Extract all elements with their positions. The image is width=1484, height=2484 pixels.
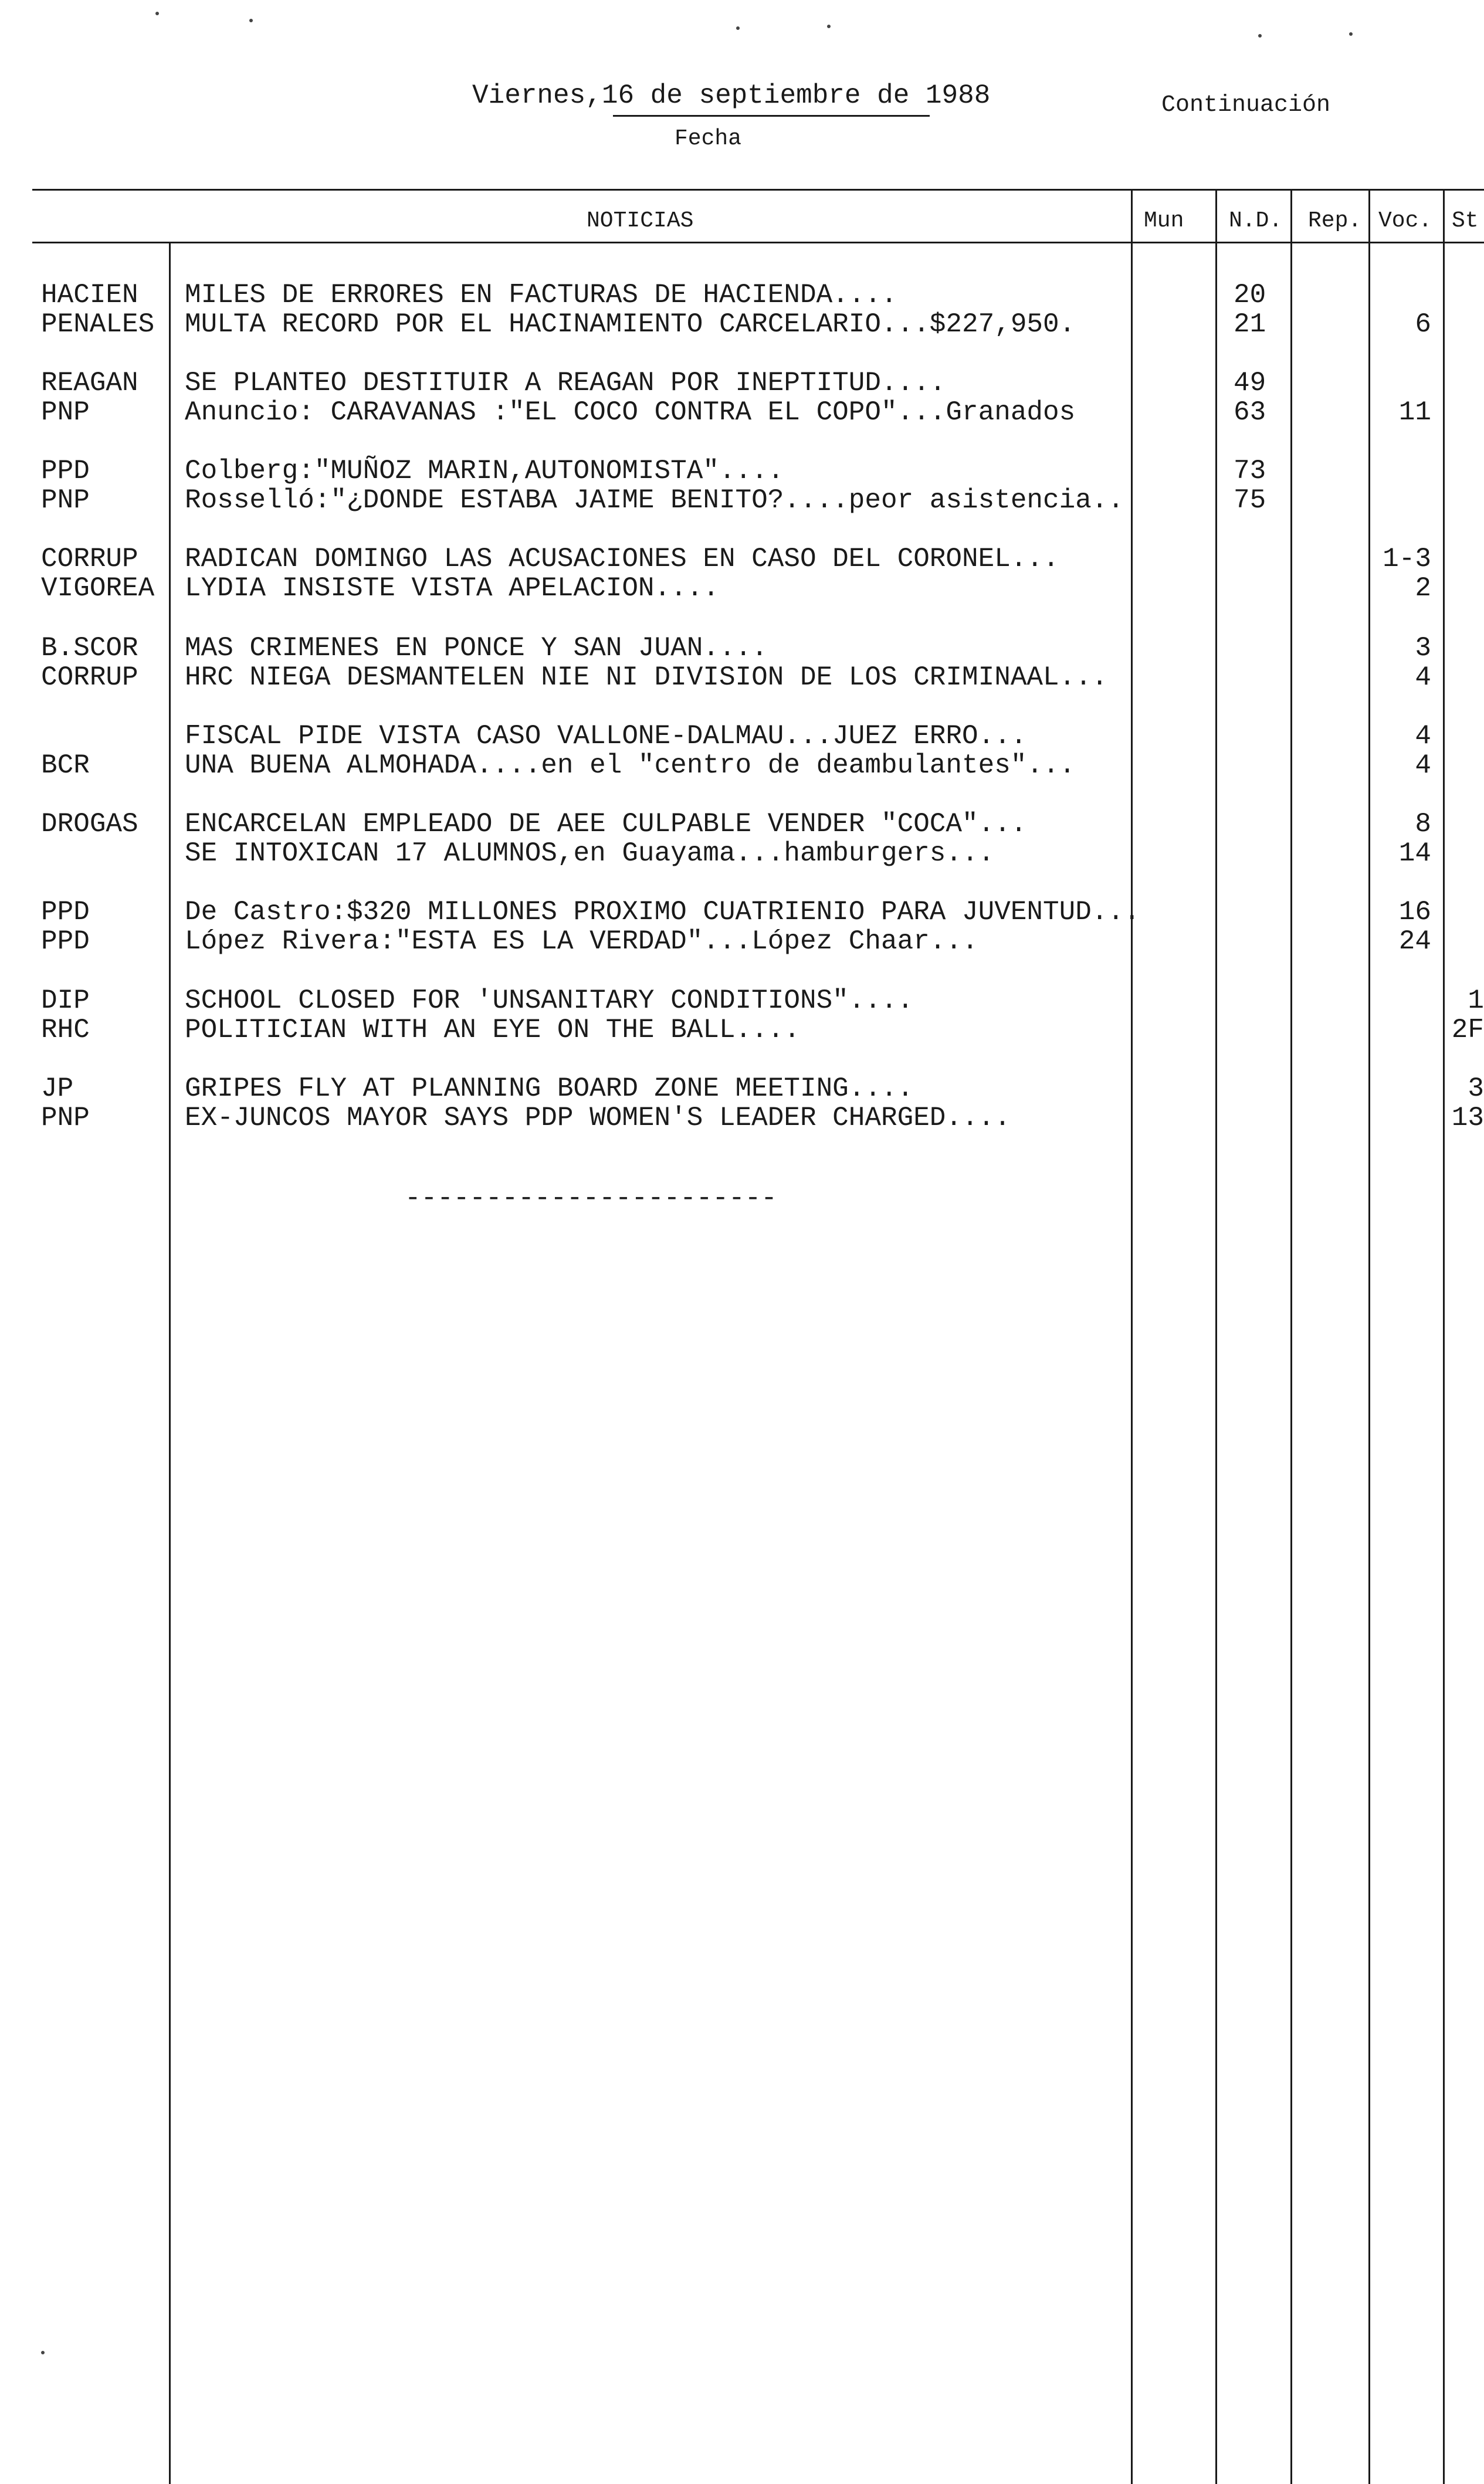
row-headline: MULTA RECORD POR EL HACINAMIENTO CARCELARIO...$227,950.: [185, 309, 1076, 340]
row-category: PPD: [41, 456, 90, 486]
row-headline: LYDIA INSISTE VISTA APELACION....: [185, 573, 719, 604]
column-header-st: St: [1452, 208, 1479, 233]
row-category: DIP: [41, 985, 90, 1016]
column-header-noticias: NOTICIAS: [587, 208, 694, 233]
scan-speck: [249, 19, 253, 22]
scan-speck: [1258, 34, 1262, 38]
scan-speck: [827, 25, 831, 28]
row-voc-page: 24: [1398, 926, 1431, 957]
row-headline: SE PLANTEO DESTITUIR A REAGAN POR INEPTITUD....: [185, 368, 946, 398]
row-headline: SE INTOXICAN 17 ALUMNOS,en Guayama...hamburgers...: [185, 838, 995, 869]
row-headline: De Castro:$320 MILLONES PROXIMO CUATRIENIO PARA JUVENTUD...: [185, 897, 1140, 927]
column-divider-category: [169, 242, 171, 2484]
row-category: RHC: [41, 1015, 90, 1045]
row-voc-page: 4: [1415, 662, 1431, 693]
row-nd-page: 75: [1234, 485, 1266, 516]
row-headline: POLITICIAN WITH AN EYE ON THE BALL....: [185, 1015, 800, 1045]
row-voc-page: 3: [1415, 633, 1431, 663]
row-voc-page: 8: [1415, 809, 1431, 839]
row-nd-page: 20: [1234, 280, 1266, 310]
footer-rule: -----------------------: [405, 1183, 777, 1214]
row-headline: HRC NIEGA DESMANTELEN NIE NI DIVISION DE LOS CRIMINAAL...: [185, 662, 1108, 693]
row-headline: Anuncio: CARAVANAS :"EL COCO CONTRA EL COPO"...Granados: [185, 397, 1076, 428]
row-st-page: 2F: [1451, 1015, 1484, 1045]
row-category: BCR: [41, 750, 90, 781]
row-category: B.SCOR: [41, 633, 138, 663]
row-nd-page: 73: [1234, 456, 1266, 486]
row-headline: ENCARCELAN EMPLEADO DE AEE CULPABLE VENDER "COCA"...: [185, 809, 1027, 839]
row-headline: UNA BUENA ALMOHADA....en el "centro de deambulantes"...: [185, 750, 1076, 781]
row-headline: FISCAL PIDE VISTA CASO VALLONE-DALMAU...JUEZ ERRO...: [185, 721, 1027, 751]
row-voc-page: 6: [1415, 309, 1431, 340]
row-category: HACIEN: [41, 280, 138, 310]
row-headline: SCHOOL CLOSED FOR 'UNSANITARY CONDITIONS"....: [185, 985, 914, 1016]
column-header-rep: Rep.: [1308, 208, 1362, 233]
row-voc-page: 11: [1398, 397, 1431, 428]
column-header-mun: Mun: [1144, 208, 1184, 233]
row-voc-page: 14: [1398, 838, 1431, 869]
row-category: PNP: [41, 1103, 90, 1133]
row-category: CORRUP: [41, 662, 138, 693]
continuation-label: Continuación: [1161, 92, 1331, 118]
column-divider-mun: [1131, 189, 1133, 2484]
header-date: Viernes,16 de septiembre de 1988: [472, 80, 991, 111]
column-divider-nd: [1215, 189, 1217, 2484]
row-category: PENALES: [41, 309, 155, 340]
column-divider-st: [1443, 189, 1445, 2484]
row-headline: RADICAN DOMINGO LAS ACUSACIONES EN CASO DEL CORONEL...: [185, 544, 1059, 574]
row-st-page: 13: [1451, 1103, 1484, 1133]
row-category: PNP: [41, 397, 90, 428]
column-header-voc: Voc.: [1378, 208, 1432, 233]
row-category: REAGAN: [41, 368, 138, 398]
row-category: PPD: [41, 897, 90, 927]
column-header-nd: N.D.: [1229, 208, 1283, 233]
scan-speck: [155, 12, 159, 15]
row-headline: MILES DE ERRORES EN FACTURAS DE HACIENDA....: [185, 280, 897, 310]
row-category: CORRUP: [41, 544, 138, 574]
row-category: PPD: [41, 926, 90, 957]
row-category: DROGAS: [41, 809, 138, 839]
column-divider-voc: [1368, 189, 1370, 2484]
scan-speck: [41, 2351, 45, 2354]
row-nd-page: 49: [1234, 368, 1266, 398]
row-headline: GRIPES FLY AT PLANNING BOARD ZONE MEETING....: [185, 1073, 914, 1104]
scan-speck: [736, 26, 740, 30]
row-category: PNP: [41, 485, 90, 516]
scan-speck: [1349, 32, 1353, 36]
row-voc-page: 1-3: [1383, 544, 1431, 574]
date-caption: Fecha: [675, 126, 742, 151]
table-header-rule: [32, 242, 1484, 243]
date-underline: [613, 115, 930, 117]
table-top-rule: [32, 189, 1484, 191]
row-st-page: 3: [1468, 1073, 1484, 1104]
row-headline: MAS CRIMENES EN PONCE Y SAN JUAN....: [185, 633, 768, 663]
row-st-page: 1: [1468, 985, 1484, 1016]
row-voc-page: 4: [1415, 750, 1431, 781]
row-headline: Rosselló:"¿DONDE ESTABA JAIME BENITO?....peor asistencia..: [185, 485, 1124, 516]
row-category: JP: [41, 1073, 74, 1104]
row-voc-page: 2: [1415, 573, 1431, 604]
row-voc-page: 4: [1415, 721, 1431, 751]
column-divider-rep: [1290, 189, 1292, 2484]
row-headline: López Rivera:"ESTA ES LA VERDAD"...López Chaar...: [185, 926, 978, 957]
row-voc-page: 16: [1398, 897, 1431, 927]
row-headline: EX-JUNCOS MAYOR SAYS PDP WOMEN'S LEADER CHARGED....: [185, 1103, 1011, 1133]
row-category: VIGOREA: [41, 573, 155, 604]
row-nd-page: 63: [1234, 397, 1266, 428]
row-nd-page: 21: [1234, 309, 1266, 340]
row-headline: Colberg:"MUÑOZ MARIN,AUTONOMISTA"....: [185, 456, 784, 486]
